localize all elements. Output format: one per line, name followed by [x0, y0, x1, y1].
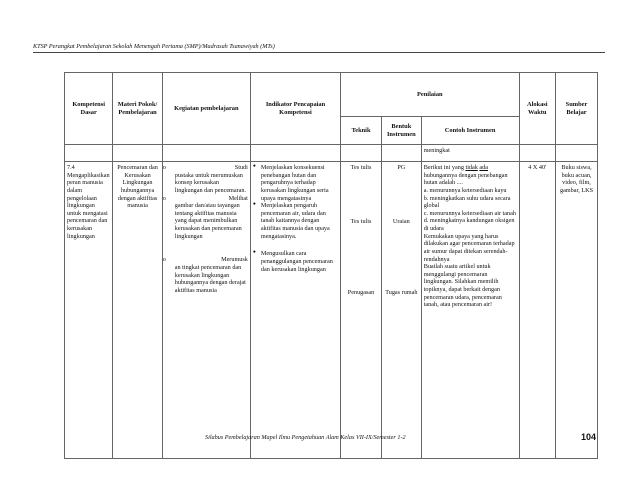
question-2: Kemukakan upaya yang harus dilakukan agar pencemaran terhadap air sumur dapat ditekan serendah-rendahnya: [423, 232, 515, 263]
teknik-header: Teknik: [341, 117, 382, 145]
contoh-header: Contoh Instrumen: [421, 117, 519, 145]
contoh-cell: [421, 162, 519, 459]
option-item: d. meningkatnya kandungan oksigen di udara: [423, 217, 515, 232]
sumber-cell: Buku siswa, buku acuan, video, film, gambar, LKS: [556, 162, 598, 459]
continuation-text: meningkat: [421, 145, 519, 162]
kompetensi-header: Kompetensi Dasar: [65, 73, 113, 145]
header-divider: [33, 52, 605, 53]
materi-cell: Pencemaran dan Kerusakan Lingkungan hubungannya dengan aktifitas manusia: [113, 162, 162, 459]
indikator-item: ● Menjelaskan konsekuensi penebangan hutan dan pengaruhnya terhadap kerusakan lingkungan serta upaya mengatasinya: [253, 164, 338, 202]
indikator-cell: [250, 162, 340, 459]
indikator-item: ● Menjelaskan pengaruh pencemaran air, udara dan tanah kaitannya dengan aktifitas manusia dan upaya mengatasinya.: [253, 202, 338, 240]
alokasi-header: Alokasi Waktu: [519, 73, 556, 145]
bentuk-header: Bentuk Instrumen: [381, 117, 421, 145]
header-row-1: [65, 73, 598, 117]
kegiatan-item: o Studi pustaka untuk merumuskan konsep kerusakan lingkungan dan pencemaran.: [165, 164, 248, 195]
indikator-item: ● Mengusulkan cara penanggulangan pencemaran dan kerusakan lingkungan: [253, 250, 338, 273]
penilaian-header: Penilaian: [341, 73, 519, 117]
kegiatan-header: Kegiatan pembelajaran: [162, 73, 250, 145]
page-number: 104: [581, 432, 597, 442]
question-1: Berikut ini yang tidak ada hubungannya dengan penebangan hutan adalah ....: [423, 164, 508, 187]
alokasi-cell: 4 X 40': [519, 162, 556, 459]
teknik-cell: Tes tulis Tes tulis Penugasan: [341, 162, 382, 459]
syllabus-table: [64, 72, 598, 459]
kegiatan-item: o Melihat gambar dan/atau tayangan tentang aktifitas manusia yang dapat menimbulkan kerusakan dan pencemaran lingkungan: [165, 195, 248, 241]
page-footer: Silabus Pembelajaran Mapel Ilmu Pengetahuan Alam Kelas VII-IX/Semester 1-2: [205, 434, 406, 441]
question-3: Buatlah suatu artikel untuk menggulangi pencemaran lingkungan. Silahkan memilih topiknya, dapat berkait dengan pencemaran udara, pencemaran tanah, atau pencemaran air!: [423, 263, 502, 309]
materi-header: Materi Pokok/ Pembelajaran: [113, 73, 162, 145]
kegiatan-item: o Merumusk an tingkat pencemaran dan kerusakan lingkungan hubungannya dengan derajat aktifitas manusia: [165, 256, 248, 294]
kegiatan-cell: [162, 162, 250, 459]
page-header: KTSP Perangkat Pembelajaran Sekolah Menengah Pertama (SMP)/Madrasah Tsanawiyah (MTs): [33, 43, 275, 50]
option-item: a. menurunnya ketersediaan kayu: [423, 186, 507, 194]
table-row: [65, 162, 598, 459]
indikator-header: Indikator Pencapaian Kompetensi: [250, 73, 340, 145]
bentuk-cell: PG Uraian Tugas rumah: [381, 162, 421, 459]
kompetensi-cell: 7.4 Mengaplikasikan peran manusia dalam pengelolaan lingkungan untuk mengatasi pencemaran dan kerusakan lingkungan: [65, 162, 113, 459]
option-item: b. meningkatkan suhu udara secara global: [423, 194, 511, 210]
option-item: c. menurunnya ketersediaan air tanah: [423, 209, 516, 217]
continuation-row: [65, 145, 598, 162]
sumber-header: Sumber Belajar: [556, 73, 598, 145]
